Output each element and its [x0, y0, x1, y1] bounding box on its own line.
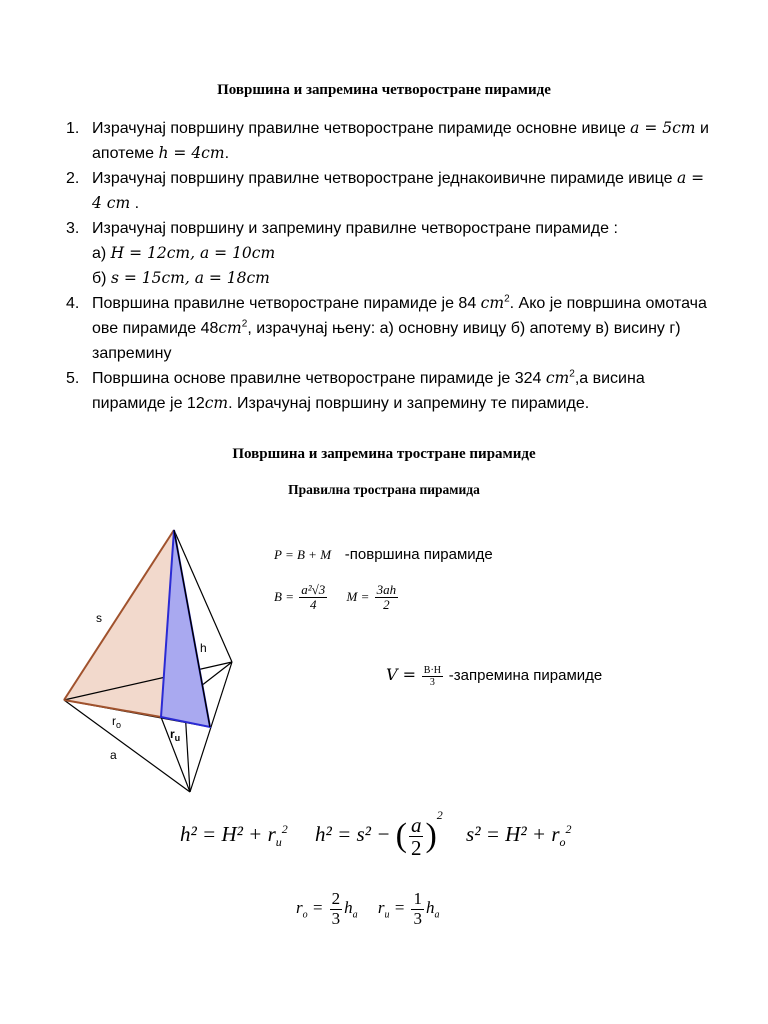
subtask-label: а) [92, 245, 111, 262]
ru-fraction [411, 890, 424, 928]
lateral-area-fraction [375, 583, 399, 613]
relation-1 [180, 822, 288, 850]
base-area-lhs: B = [274, 588, 294, 604]
label-ru: $r_u$ [170, 727, 181, 743]
subscript: o [559, 835, 566, 850]
lateral-face-shading [64, 530, 174, 717]
relation-text: s² = H² + r [466, 822, 560, 847]
subscript: u [275, 835, 282, 850]
volume-formula-row [386, 665, 602, 688]
ro-fraction [330, 890, 343, 928]
fraction-denominator: 2 [383, 597, 390, 613]
task-1 [66, 116, 716, 166]
label-s: s [96, 611, 102, 625]
subscript: u [384, 909, 390, 921]
fraction-denominator: 3 [429, 677, 435, 689]
task-text: пирамиде је 12 [92, 395, 205, 412]
lateral-area-lhs: M = [346, 588, 370, 604]
relation-text: h² = H² + r [180, 822, 276, 847]
task-number: 3. [66, 220, 80, 237]
task-text: . [130, 195, 140, 212]
fraction-denominator: 3 [331, 908, 341, 928]
volume-lhs: V = [386, 665, 417, 684]
exponent: 2 [569, 368, 575, 380]
left-paren: ( [395, 817, 407, 855]
relations-row [180, 808, 572, 861]
math-expression: s = 15cm, a = 18cm [110, 269, 270, 287]
section-title-triangular: Површина и запремина тростране пирамиде [232, 446, 536, 462]
base-area-fraction [299, 583, 327, 613]
math-expression: h = 4cm [158, 144, 225, 162]
subscript: a [352, 909, 358, 921]
task-text: . [224, 145, 230, 162]
exponent: 2 [504, 293, 510, 305]
task-text: апотеме [92, 145, 159, 162]
fraction-numerator: 1 [413, 889, 422, 908]
relation-text: h² = s² − [315, 822, 391, 847]
task-text: Израчунај површину правилне четворостране пирамиде основне ивице [92, 120, 631, 137]
task-text: и [695, 120, 709, 137]
math-unit: cm [204, 394, 229, 412]
task-number: 1. [66, 120, 80, 137]
relation-text: h [425, 898, 435, 918]
subscript: a [434, 909, 440, 921]
task-number: 2. [66, 170, 80, 187]
relation-2-fraction [409, 814, 424, 859]
math-expression: 4 cm [92, 194, 131, 212]
task-text: Израчунај површину и запремину правилне четворостране пирамиде : [92, 220, 618, 237]
fraction-denominator: 2 [410, 836, 422, 861]
base-lateral-formulas [274, 583, 400, 613]
fraction-numerator: a [410, 813, 422, 837]
label-ro: $r_o$ [112, 714, 122, 730]
volume-fraction [422, 665, 443, 688]
math-expression: H = 12cm, a = 10cm [110, 244, 276, 262]
relation-3 [466, 822, 572, 850]
task-text: . Израчунај површину и запремину те пирамиде. [228, 395, 590, 412]
right-paren: ) [425, 817, 437, 855]
task-text: ,а висина [574, 370, 645, 387]
superscript: 2 [281, 822, 288, 837]
task-number: 4. [66, 295, 80, 312]
task-text: Површина правилне четворостране пирамиде је 84 [92, 295, 481, 312]
superscript: 2 [565, 822, 572, 837]
section-title-quadrilateral: Површина и запремина четворостране пирамиде [217, 82, 551, 98]
task-4 [66, 291, 716, 366]
superscript: 2 [436, 808, 443, 823]
volume-description: -запремина пирамиде [448, 667, 603, 684]
task-list [66, 116, 716, 416]
subtask-label: б) [92, 270, 111, 287]
task-5 [66, 366, 716, 416]
math-unit: cm [545, 369, 570, 387]
math-unit: cm [480, 294, 505, 312]
subscript: o [302, 909, 308, 921]
label-h: h [200, 641, 207, 655]
ru-relation: $r_u$ = $\frac{1}{3}$ $h_a$ [377, 889, 440, 928]
exponent: 2 [241, 318, 248, 330]
relation-text: h [344, 898, 353, 918]
math-expression: a = [677, 169, 705, 187]
relation-text: r [296, 898, 303, 918]
fraction-denominator: 3 [413, 908, 422, 928]
relation-2 [315, 808, 448, 861]
section-subtitle: Правилна тространа пирамида [288, 482, 480, 497]
fraction-numerator: 2 [331, 889, 341, 908]
task-3 [66, 216, 716, 291]
surface-formula: P = B + M [274, 547, 332, 562]
task-text: Површина основе правилне четворостране пирамиде је 324 [92, 370, 546, 387]
task-text: , израчунај њену: а) основну ивицу б) апотему в) висину г) [247, 320, 681, 337]
pyramid-figure [60, 520, 250, 800]
surface-formula-row [274, 546, 493, 564]
task-2 [66, 166, 716, 216]
label-a: a [110, 748, 117, 762]
math-expression: a = 5cm [630, 119, 696, 137]
fraction-denominator: 4 [309, 597, 317, 613]
math-unit: cm [218, 319, 242, 337]
surface-description: -површина пирамиде [344, 546, 493, 563]
fraction-numerator: 3ah [376, 582, 397, 597]
task-text: . Ако је површина омотача [509, 295, 707, 312]
ro-relation: $r_o$ = $\frac{2}{3}$ $h_a$ [296, 889, 358, 928]
task-text: запремину [92, 345, 172, 362]
task-number: 5. [66, 370, 80, 387]
task-text: Израчунај површину правилне четворостране једнакоивичне пирамиде ивице [92, 170, 677, 187]
fraction-numerator: a²√3 [301, 582, 326, 597]
fraction-numerator: B·H [423, 665, 442, 677]
radius-relations [296, 890, 439, 928]
relation-text: r [377, 898, 385, 918]
task-text: ове пирамиде 48 [92, 320, 219, 337]
